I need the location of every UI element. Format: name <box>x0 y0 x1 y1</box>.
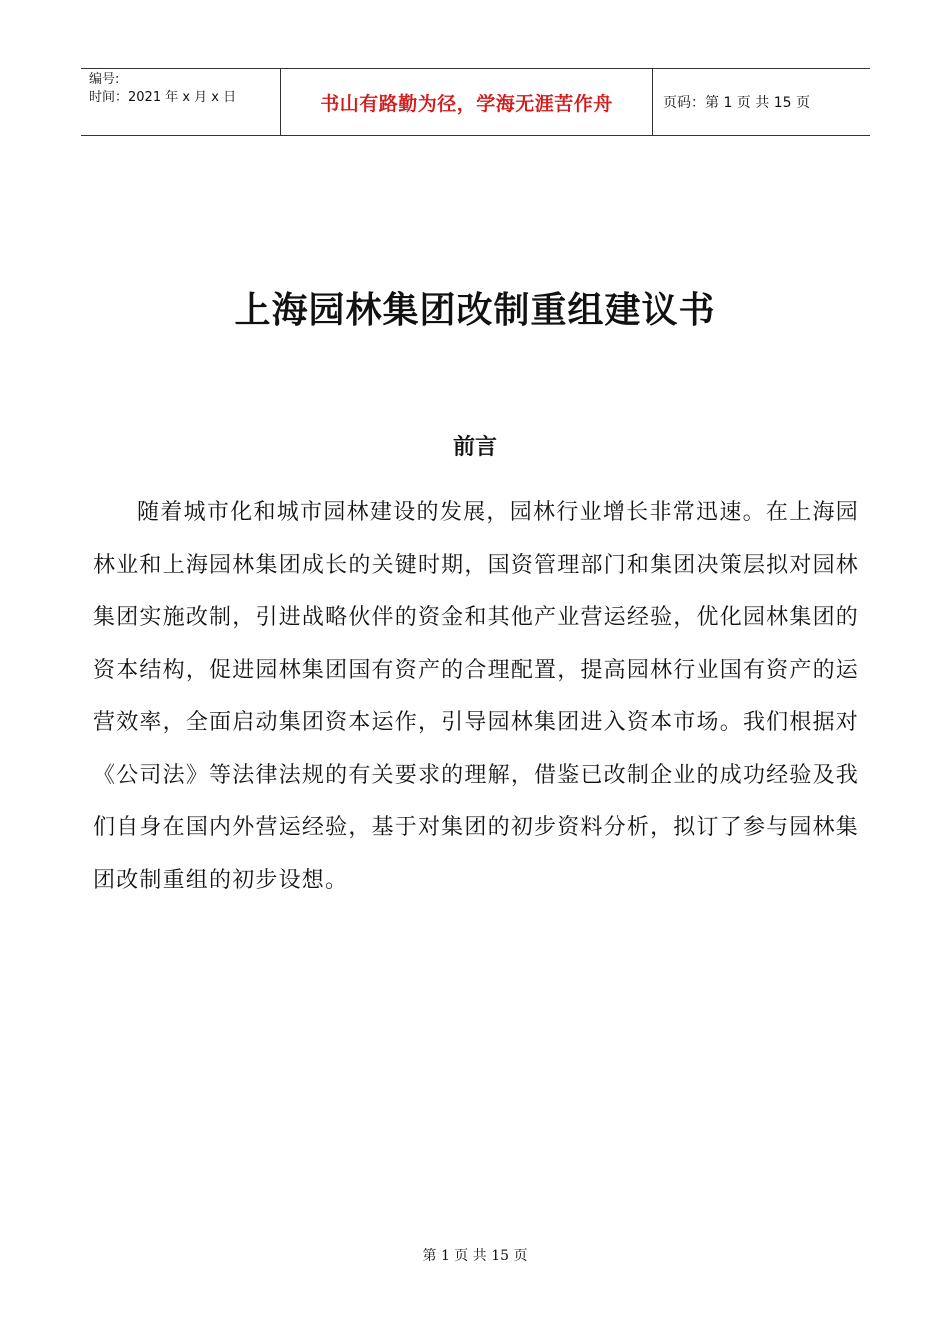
document-header <box>81 68 870 136</box>
number-label: 编号: <box>89 72 120 87</box>
motto-text: 书山有路勤为径，学海无涯苦作舟 <box>320 92 613 115</box>
time-label: 时间：2021 年 x 月 x 日 <box>89 90 237 105</box>
page-info: 页码：第 1 页 共 15 页 <box>663 95 810 111</box>
body-paragraph: 随着城市化和城市园林建设的发展，园林行业增长非常迅速。在上海园林业和上海园林集团成长的关键时期，国资管理部门和集团决策层拟对园林集团实施改制，引进战略伙伴的资金和其他产业营运经验，优化园林集团的资本结构，促进园林集团国有资产的合理配置，提高园林行业国有资产的运营效率，全面启动集团资本运作，引导园林集团进入资本市场。我们根据对《公司法》等法律法规的有关要求的理解，借鉴已改制企业的成功经验及我们自身在国内外营运经验，基于对集团的初步资料分析，拟订了参与园林集团改制重组的初步设想。 <box>93 500 859 893</box>
document-title: 上海园林集团改制重组建议书 <box>234 290 716 331</box>
header-page-cell <box>653 69 870 135</box>
header-motto-cell <box>281 69 653 135</box>
section-title: 前言 <box>452 435 497 460</box>
header-meta <box>81 69 281 135</box>
page-footer: 第 1 页 共 15 页 <box>422 1248 528 1264</box>
